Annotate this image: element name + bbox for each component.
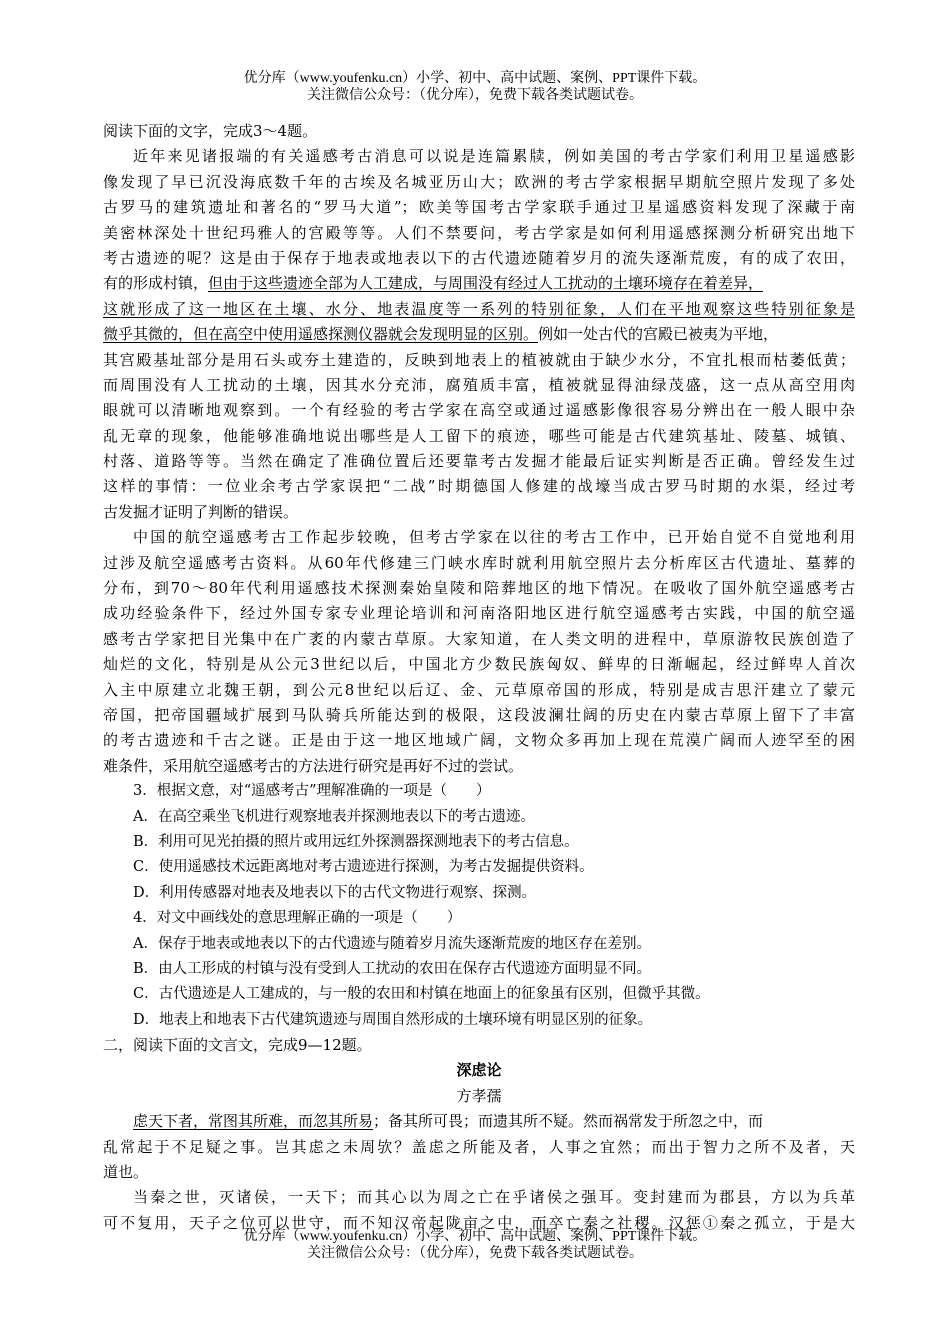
underlined-text-line: 这就形成了这一地区在土壤、水分、地表温度等一系列的特别征象，人们在平地观察这些特别征象是 bbox=[103, 299, 855, 318]
option-a: A．在高空乘坐飞机进行观察地表并探测地表以下的考古遗迹。 bbox=[133, 808, 535, 825]
text-line: 分布，到70～80年代利用遥感技术探测秦始皇陵和陪葬地区的地下情况。在吸收了国外航空遥感考古 bbox=[103, 579, 855, 598]
text-line: 乱常起于不足疑之事。岂其虑之未周欤？盖虑之所能及者，人事之宜然；而出于智力之所不及者，天 bbox=[103, 1137, 855, 1156]
text-line: 而周围没有人工扰动的土壤，因其水分充沛，腐殖质丰富，植被就显得油绿茂盛，这一点从高空用肉 bbox=[103, 375, 855, 394]
document-body bbox=[103, 119, 855, 1236]
question-stem: 3．根据文意，对“遥感考古”理解准确的一项是（ ） bbox=[133, 783, 491, 800]
option-c: C．使用遥感技术远距离地对考古遗迹进行探测，为考古发掘提供资料。 bbox=[133, 859, 594, 876]
question-4 bbox=[103, 906, 855, 1033]
question-stem: 4．对文中画线处的意思理解正确的一项是（ ） bbox=[133, 910, 462, 927]
text-line-with-underline bbox=[103, 1109, 855, 1134]
text-line: 村落、道路等等。当然在确定了准确位置后还要靠考古发掘才能最后证实判断是否正确。曾经发生过 bbox=[103, 452, 855, 471]
text-line: 乱无章的现象，他能够准确地说出哪些是人工留下的痕迹，哪些可能是古代建筑基址、陵墓、城镇、 bbox=[103, 426, 855, 445]
option-a: A．保存于地表或地表以下的古代遗迹与随着岁月流失逐渐荒废的地区存在差别。 bbox=[133, 935, 651, 952]
classical-paragraph-1 bbox=[103, 1109, 855, 1185]
text-line-with-underline bbox=[103, 322, 855, 347]
text-line: 中国的航空遥感考古工作起步较晚，但考古学家在以往的考古工作中，已开始自觉不自觉地利用 bbox=[133, 528, 855, 547]
text-line: 古罗马的建筑遗址和著名的“罗马大道”；欧美等国考古学家联手通过卫星遥感资料发现了深藏于南 bbox=[103, 198, 855, 217]
option-b: B．利用可见光拍摄的照片或用远红外探测器探测地表下的考古信息。 bbox=[133, 833, 579, 850]
text-line: 道也。 bbox=[103, 1163, 149, 1182]
text-line: 美密林深处十世纪玛雅人的宫殿等等。人们不禁要问，考古学家是如何利用遥感探测分析研究出地下 bbox=[103, 223, 855, 242]
footer-line-2: 关注微信公众号：（优分库），免费下载各类试题试卷。 bbox=[307, 1246, 643, 1261]
option-b: B．由人工形成的村镇与没有受到人工扰动的农田在保存古代遗迹方面明显不同。 bbox=[133, 960, 652, 977]
text-line: 难条件，采用航空遥感考古的方法进行研究是再好不过的尝试。 bbox=[103, 756, 524, 775]
essay-author: 方孝孺 bbox=[456, 1086, 502, 1105]
text-fragment: 有的形成村镇， bbox=[103, 274, 209, 293]
option-d: D．利用传感器对地表及地表以下的古代文物进行观察、探测。 bbox=[133, 884, 537, 901]
underlined-text: 微乎其微的，但在高空中使用遥感探测仪器就会发现明显的区别。 bbox=[103, 325, 539, 344]
text-fragment: 例如一处古代的宫殿已被夷为平地， bbox=[538, 325, 779, 344]
text-line: 古发掘才证明了判断的错误。 bbox=[103, 502, 299, 521]
underlined-text: 但由于这些遗迹全部为人工建成，与周围没有经过人工扰动的土壤环境存在着差异， bbox=[208, 274, 764, 293]
page-header bbox=[0, 70, 950, 104]
essay-title: 深虑论 bbox=[456, 1061, 502, 1080]
text-line: 感考古学家把目光集中在广袤的内蒙古草原。大家知道，在人类文明的进程中，草原游牧民族创造了 bbox=[103, 629, 855, 648]
text-line: 过涉及航空遥感考古资料。从60年代修建三门峡水库时就利用航空照片去分析库区古代遗址、墓葬的 bbox=[103, 553, 855, 572]
text-line: 可不复用，天子之位可以世守，而不知汉帝起陇亩之中，而卒亡秦之社稷。汉惩①秦之孤立，于是大 bbox=[103, 1213, 855, 1232]
text-line-with-underline bbox=[103, 271, 855, 296]
header-line-2: 关注微信公众号：（优分库），免费下载各类试题试卷。 bbox=[307, 88, 643, 103]
option-c: C．古代遗迹是人工建成的，与一般的农田和村镇在地面上的征象虽有区别，但微乎其微。 bbox=[133, 986, 710, 1003]
text-line: 的考古遗迹和千古之谜。正是由于这一地区地域广阔，文物众多再加上现在荒漠广阔而人迹罕至的困 bbox=[103, 731, 855, 750]
text-line: 近年来见诸报端的有关遥感考古消息可以说是连篇累牍，例如美国的考古学家们利用卫星遥感影 bbox=[133, 147, 855, 166]
page-footer bbox=[0, 1228, 950, 1262]
section1-instruction: 阅读下面的文字，完成3～4题。 bbox=[103, 122, 318, 140]
underlined-text: 虑天下者，常图其所难，而忽其所易 bbox=[133, 1112, 374, 1131]
footer-line-1: 优分库（www.youfenku.cn）小学、初中、高中试题、案例、PPT课件下载。 bbox=[243, 1229, 707, 1244]
header-line-1: 优分库（www.youfenku.cn）小学、初中、高中试题、案例、PPT课件下载。 bbox=[243, 71, 707, 86]
text-line: 当秦之世，灭诸侯，一天下；而其心以为周之亡在乎诸侯之强耳。变封建而为郡县，方以为兵革 bbox=[133, 1188, 855, 1207]
option-d: D．地表上和地表下古代建筑遗迹与周围自然形成的土壤环境有明显区别的征象。 bbox=[133, 1011, 653, 1028]
text-line: 眼就可以清晰地观察到。一个有经验的考古学家在高空或通过遥感影像很容易分辨出在一般人眼中杂 bbox=[103, 401, 855, 420]
text-line: 像发现了早已沉没海底数千年的古埃及名城亚历山大；欧洲的考古学家根据早期航空照片发现了多处 bbox=[103, 172, 855, 191]
text-line: 这样的事情：一位业余考古学家误把“二战”时期德国人修建的战壕当成古罗马时期的水渠，经过考 bbox=[103, 477, 855, 496]
text-line: 帝国，把帝国疆域扩展到马队骑兵所能达到的极限，这段波澜壮阔的历史在内蒙古草原上留下了丰富 bbox=[103, 705, 855, 724]
text-line: 灿烂的文化，特别是从公元3世纪以后，中国北方少数民族匈奴、鲜卑的日渐崛起，经过鲜卑人首次 bbox=[103, 655, 855, 674]
text-line: 入主中原建立北魏王朝，到公元8世纪以后辽、金、元草原帝国的形成，特别是成吉思汗建立了蒙元 bbox=[103, 680, 855, 699]
passage-paragraph-1 bbox=[103, 144, 855, 525]
text-line: 考古遗迹的呢？这是由于保存于地表或地表以下的古代遗迹随着岁月的流失逐渐荒废，有的成了农田， bbox=[103, 248, 855, 267]
section2-instruction: 二，阅读下面的文言文，完成9—12题。 bbox=[103, 1036, 372, 1055]
text-line: 其宫殿基址部分是用石头或夯土建造的，反映到地表上的植被就由于缺少水分，不宜扎根而枯萎低黄； bbox=[103, 350, 855, 369]
passage-paragraph-2 bbox=[103, 525, 855, 779]
question-3 bbox=[103, 779, 855, 906]
text-line: 成功经验条件下，经过外国专家专业理论培训和河南洛阳地区进行航空遥感考古实践，中国的航空遥 bbox=[103, 604, 855, 623]
text-fragment: ；备其所可畏；而遗其所不疑。然而祸常发于所忽之中，而 bbox=[373, 1112, 764, 1131]
